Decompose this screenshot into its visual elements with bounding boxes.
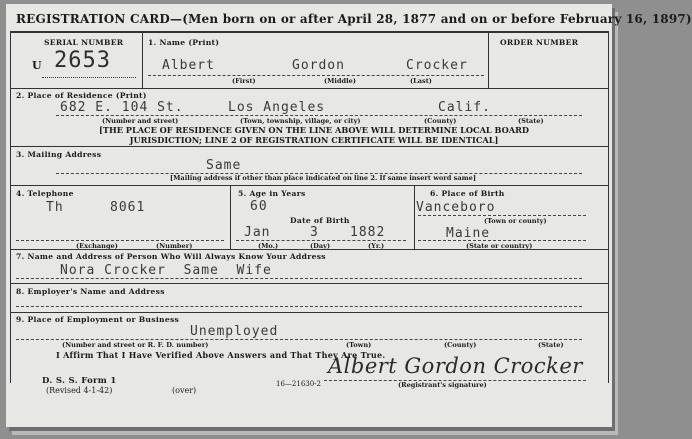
signature-caption: (Registrant's signature): [398, 381, 487, 389]
residence-street: 682 E. 104 St.: [60, 100, 184, 115]
form-over: (over): [172, 386, 197, 395]
employment-value: Unemployed: [190, 324, 279, 339]
residence-notice: [72, 125, 556, 145]
divider-serial: [142, 31, 143, 88]
mailing-caption: [Mailing address if other than place indicated on line 2. If same insert word same]: [170, 174, 476, 182]
employment-state-caption: (State): [538, 341, 564, 349]
birthplace-town-line: [418, 215, 586, 216]
birthplace-town-caption: (Town or county): [484, 217, 547, 225]
frame-top: [10, 31, 608, 33]
birth-month-caption: (Mo.): [258, 242, 279, 250]
card-title-subtitle: —(Men born on or after April 28, 1877 and on or before February 16, 1897): [170, 12, 692, 26]
frame-right: [608, 31, 609, 383]
birthplace-state: Maine: [446, 226, 491, 241]
serial-number: 2653: [54, 48, 111, 73]
serial-label: SERIAL NUMBER: [44, 38, 124, 47]
employment-label: 9. Place of Employment or Business: [16, 315, 180, 324]
mailing-label: 3. Mailing Address: [16, 150, 102, 159]
serial-prefix: U: [32, 59, 42, 72]
age-value: 60: [250, 199, 268, 214]
divider-order: [488, 31, 489, 88]
telephone-number-caption: (Number): [156, 242, 193, 250]
birth-date-line: [236, 240, 406, 241]
residence-state-caption: (State): [518, 117, 544, 125]
divider-birthplace: [414, 185, 415, 249]
telephone-exchange-caption: (Exchange): [76, 242, 118, 250]
row2-bottom: [10, 146, 608, 147]
residence-town-caption: (Town, township, village, or city): [240, 117, 361, 125]
telephone-number: 8061: [110, 200, 146, 215]
name-middle-caption: (Middle): [324, 77, 356, 85]
residence-notice-line1: [THE PLACE OF RESIDENCE GIVEN ON THE LINE ABOVE WILL DETERMINE LOCAL BOARD: [99, 125, 529, 135]
row8-bottom: [10, 312, 608, 313]
name-last-caption: (Last): [410, 77, 432, 85]
employer-line: [16, 306, 582, 307]
frame-left: [10, 31, 11, 383]
form-revised: (Revised 4-1-42): [46, 386, 113, 395]
residence-line: [56, 115, 582, 116]
mailing-value: Same: [206, 158, 242, 173]
telephone-label: 4. Telephone: [16, 189, 74, 198]
birth-date-label: Date of Birth: [290, 216, 350, 225]
divider-tel: [230, 185, 231, 249]
employment-town-caption: (Town): [346, 341, 372, 349]
birthplace-state-caption: (State or country): [466, 242, 533, 250]
registrant-signature: Albert Gordon Crocker: [328, 354, 583, 378]
residence-state: Calif.: [438, 100, 491, 115]
contact-value: Nora Crocker Same Wife: [60, 263, 272, 278]
card-title-main: REGISTRATION CARD: [16, 12, 170, 26]
name-middle: Gordon: [292, 58, 345, 73]
birth-year: 1882: [350, 225, 386, 240]
telephone-line: [16, 240, 224, 241]
form-code: 16—21630-2: [276, 380, 321, 388]
row7-bottom: [10, 283, 608, 284]
employment-line: [16, 339, 582, 340]
name-first-caption: (First): [232, 77, 256, 85]
form-number: D. S. S. Form 1: [42, 376, 117, 386]
employer-label: 8. Employer's Name and Address: [16, 287, 165, 296]
contact-label: 7. Name and Address of Person Who Will Always Know Your Address: [16, 252, 326, 261]
row4-bottom: [10, 249, 608, 250]
residence-street-caption: (Number and street): [102, 117, 179, 125]
employment-county-caption: (County): [444, 341, 477, 349]
residence-notice-line2: JURISDICTION; LINE 2 OF REGISTRATION CERTIFICATE WILL BE IDENTICAL]: [129, 135, 499, 145]
residence-county-caption: (County): [424, 117, 457, 125]
residence-town: Los Angeles: [228, 100, 326, 115]
employment-street-caption: (Number and street or R. F. D. number): [62, 341, 209, 349]
order-number-label: ORDER NUMBER: [500, 38, 579, 47]
birth-day-caption: (Day): [310, 242, 331, 250]
name-first: Albert: [162, 58, 215, 73]
age-label: 5. Age in Years: [238, 189, 306, 198]
birth-month: Jan: [244, 225, 271, 240]
telephone-exchange: Th: [46, 200, 64, 215]
name-line: [148, 75, 484, 76]
birthplace-state-line: [418, 240, 586, 241]
birth-day: 3: [310, 225, 319, 240]
affirmation-text: I Affirm That I Have Verified Above Answers and That They Are True.: [56, 350, 386, 360]
row1-bottom: [10, 88, 608, 89]
card-title: [16, 12, 692, 26]
name-last: Crocker: [406, 58, 468, 73]
row3-bottom: [10, 185, 608, 186]
birth-year-caption: (Yr.): [368, 242, 385, 250]
birthplace-label: 6. Place of Birth: [430, 189, 505, 198]
serial-line: [42, 77, 136, 78]
residence-label: 2. Place of Residence (Print): [16, 91, 147, 100]
contact-line: [16, 278, 582, 279]
name-label: 1. Name (Print): [148, 38, 220, 47]
registration-card: [6, 4, 692, 427]
birthplace-town: Vanceboro: [416, 200, 496, 215]
